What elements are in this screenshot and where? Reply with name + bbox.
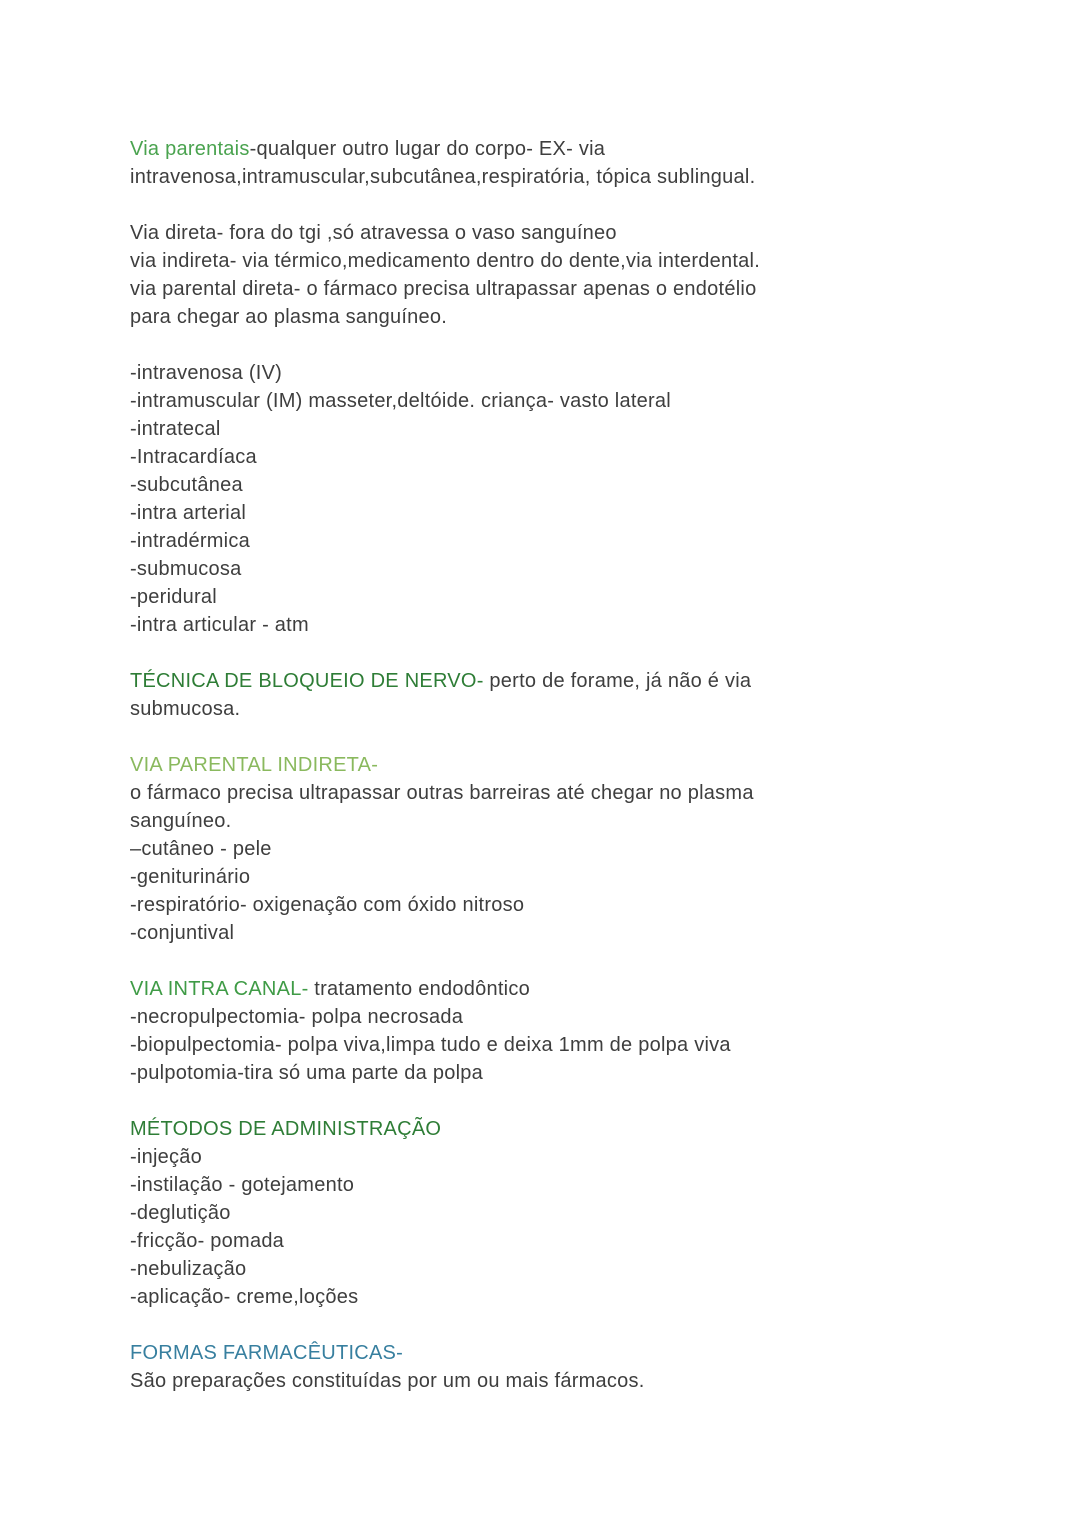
text-run: tratamento endodôntico — [308, 978, 530, 1000]
text-line: via indireta- via térmico,medicamento dentro do dente,via interdental. — [130, 250, 761, 272]
list-item: -intramuscular (IM) masseter,deltóide. criança- vasto lateral — [130, 390, 671, 412]
heading-via-parental-indireta: VIA PARENTAL INDIRETA- — [130, 754, 379, 776]
paragraph-via-parentais — [130, 135, 960, 191]
text-run: perto de forame, já não é via — [483, 670, 752, 692]
list-item: -aplicação- creme,loções — [130, 1286, 359, 1308]
list-item: -intratecal — [130, 418, 221, 440]
list-item: –cutâneo - pele — [130, 838, 272, 860]
list-item: -intra arterial — [130, 502, 247, 524]
list-parenteral-routes — [130, 359, 960, 639]
text-line: para chegar ao plasma sanguíneo. — [130, 306, 448, 328]
heading-formas-farmaceuticas: FORMAS FARMACÊUTICAS- — [130, 1342, 404, 1364]
list-item: -intradérmica — [130, 530, 250, 552]
text-line: sanguíneo. — [130, 810, 232, 832]
list-item: -respiratório- oxigenação com óxido nitroso — [130, 894, 525, 916]
paragraph-vias — [130, 219, 960, 331]
text-line: São preparações constituídas por um ou mais fármacos. — [130, 1370, 645, 1392]
list-item: -peridural — [130, 586, 217, 608]
heading-tecnica-bloqueio: TÉCNICA DE BLOQUEIO DE NERVO- — [130, 670, 484, 692]
text-run: -qualquer outro lugar do corpo- EX- via — [249, 138, 606, 160]
paragraph-tecnica-bloqueio — [130, 667, 960, 723]
list-item: -Intracardíaca — [130, 446, 257, 468]
list-item: -fricção- pomada — [130, 1230, 285, 1252]
text-line: o fármaco precisa ultrapassar outras barreiras até chegar no plasma — [130, 782, 754, 804]
list-item: -pulpotomia-tira só uma parte da polpa — [130, 1062, 484, 1084]
list-item: -subcutânea — [130, 474, 243, 496]
list-item: -injeção — [130, 1146, 203, 1168]
list-item: -intra articular - atm — [130, 614, 309, 636]
list-item: -nebulização — [130, 1258, 247, 1280]
text-line — [130, 667, 960, 695]
list-item: -biopulpectomia- polpa viva,limpa tudo e deixa 1mm de polpa viva — [130, 1034, 731, 1056]
text-line — [130, 135, 960, 163]
section-via-parental-indireta — [130, 751, 960, 947]
heading-via-intra-canal: VIA INTRA CANAL- — [130, 978, 309, 1000]
list-item: -deglutição — [130, 1202, 231, 1224]
section-metodos-administracao — [130, 1115, 960, 1311]
text-line: Via direta- fora do tgi ,só atravessa o vaso sanguíneo — [130, 222, 617, 244]
text-line: submucosa. — [130, 698, 241, 720]
text-line: via parental direta- o fármaco precisa ultrapassar apenas o endotélio — [130, 278, 757, 300]
text-line — [130, 975, 960, 1003]
list-item: -instilação - gotejamento — [130, 1174, 355, 1196]
list-item: -intravenosa (IV) — [130, 362, 283, 384]
heading-via-parentais: Via parentais — [130, 138, 250, 160]
list-item: -conjuntival — [130, 922, 235, 944]
list-item: -necropulpectomia- polpa necrosada — [130, 1006, 464, 1028]
list-item: -submucosa — [130, 558, 242, 580]
list-item: -geniturinário — [130, 866, 251, 888]
text-line: intravenosa,intramuscular,subcutânea,respiratória, tópica sublingual. — [130, 166, 756, 188]
heading-metodos-administracao: MÉTODOS DE ADMINISTRAÇÃO — [130, 1118, 442, 1140]
section-via-intra-canal — [130, 975, 960, 1087]
section-formas-farmaceuticas — [130, 1339, 960, 1395]
